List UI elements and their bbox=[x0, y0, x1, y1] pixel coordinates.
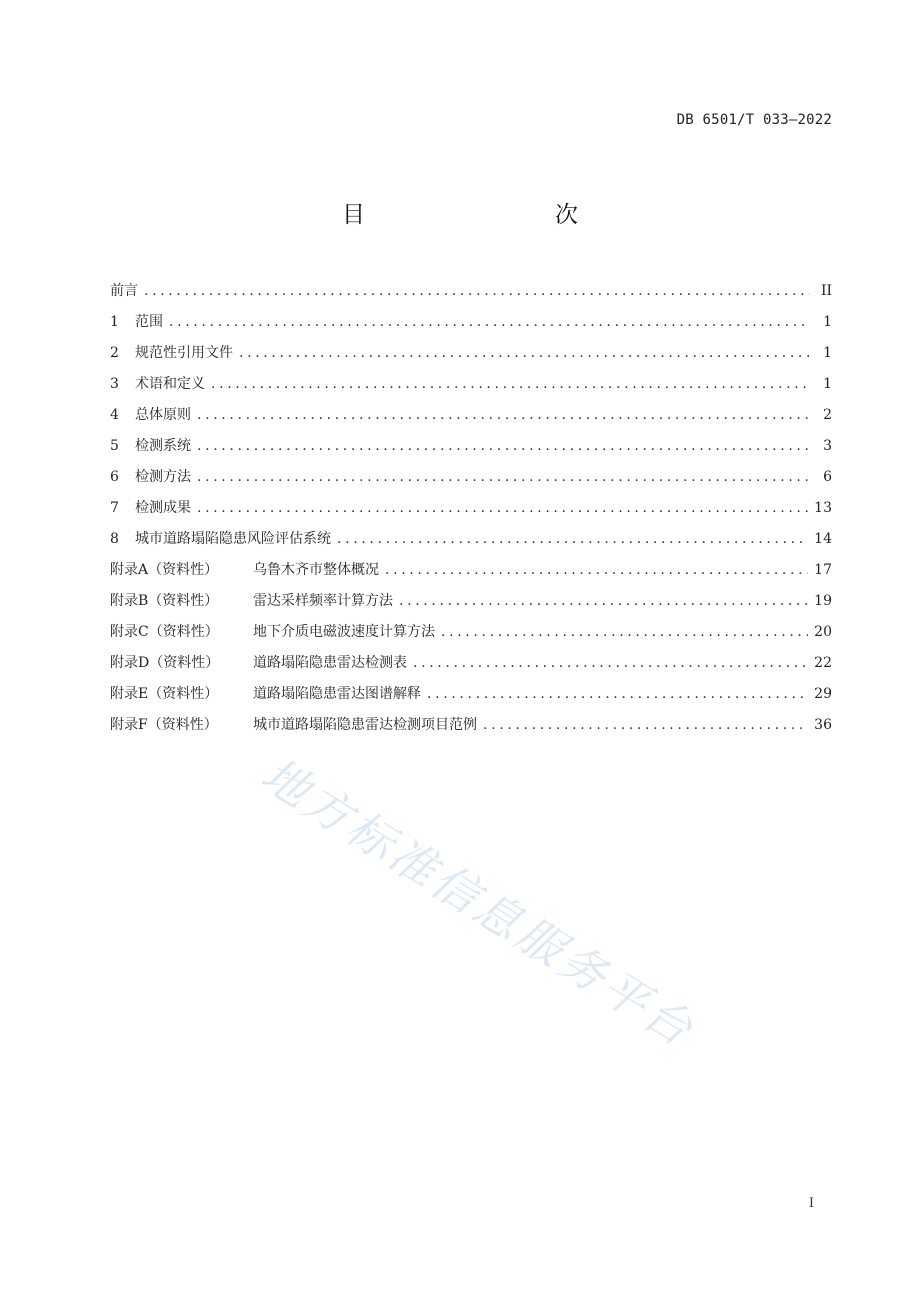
toc-entry-foreword[interactable] bbox=[110, 280, 832, 311]
toc-entry-appendix-prefix: 附录E（资料性） bbox=[110, 686, 219, 702]
toc-entry-appendix[interactable] bbox=[110, 559, 832, 590]
toc-leader-dots bbox=[413, 652, 808, 674]
toc-entry-page: 14 bbox=[814, 531, 832, 547]
toc-entry-page: 1 bbox=[823, 314, 832, 330]
toc-entry-page: 2 bbox=[823, 407, 832, 423]
toc-entry-number: 3 bbox=[110, 376, 119, 392]
toc-entry-label: 规范性引用文件 bbox=[135, 345, 233, 361]
toc-entry-appendix[interactable] bbox=[110, 683, 832, 714]
toc-entry-number: 1 bbox=[110, 314, 119, 330]
toc-entry-label: 地下介质电磁波速度计算方法 bbox=[253, 624, 435, 640]
toc-entry-appendix[interactable] bbox=[110, 652, 832, 683]
toc-entry-page: 36 bbox=[814, 717, 832, 733]
toc-entry-page: 1 bbox=[823, 345, 832, 361]
toc-entry-label: 乌鲁木齐市整体概况 bbox=[253, 562, 379, 578]
toc-entry-chapter[interactable] bbox=[110, 342, 832, 373]
toc-entry-chapter[interactable] bbox=[110, 311, 832, 342]
toc-entry-page: 29 bbox=[814, 686, 832, 702]
toc-leader-dots bbox=[239, 342, 810, 364]
toc-entry-label: 城市道路塌陷隐患雷达检测项目范例 bbox=[253, 717, 477, 733]
toc-entry-label: 总体原则 bbox=[135, 407, 191, 423]
toc-entry-appendix-prefix: 附录A（资料性） bbox=[110, 562, 219, 578]
toc-entry-page: 13 bbox=[814, 500, 832, 516]
toc-entry-appendix-prefix: 附录B（资料性） bbox=[110, 593, 219, 609]
toc-leader-dots bbox=[197, 404, 810, 426]
toc-entry-label: 检测成果 bbox=[135, 500, 191, 516]
toc-entry-page: II bbox=[820, 283, 832, 299]
document-code: DB 6501/T 033—2022 bbox=[676, 112, 832, 128]
toc-leader-dots bbox=[441, 621, 808, 643]
toc-entry-number: 4 bbox=[110, 407, 119, 423]
toc-entry-label: 检测系统 bbox=[135, 438, 191, 454]
toc-entry-page: 6 bbox=[823, 469, 832, 485]
toc-entry-page: 19 bbox=[814, 593, 832, 609]
toc-leader-dots bbox=[399, 590, 808, 612]
page-title: 目 次 bbox=[342, 202, 626, 228]
toc-entry-chapter[interactable] bbox=[110, 528, 832, 559]
toc-leader-dots bbox=[197, 497, 808, 519]
toc-leader-dots bbox=[197, 435, 810, 457]
table-of-contents bbox=[110, 280, 832, 745]
toc-entry-label: 城市道路塌陷隐患风险评估系统 bbox=[135, 531, 331, 547]
toc-entry-page: 17 bbox=[814, 562, 832, 578]
toc-leader-dots bbox=[144, 280, 810, 302]
toc-leader-dots bbox=[197, 466, 810, 488]
toc-leader-dots bbox=[483, 714, 808, 736]
watermark: 地方标准信息服务平台 bbox=[252, 747, 705, 1058]
toc-leader-dots bbox=[211, 373, 810, 395]
toc-entry-label: 前言 bbox=[110, 283, 138, 299]
toc-entry-number: 2 bbox=[110, 345, 119, 361]
toc-leader-dots bbox=[337, 528, 808, 550]
toc-entry-number: 5 bbox=[110, 438, 119, 454]
page-number: I bbox=[808, 1196, 814, 1211]
toc-entry-chapter[interactable] bbox=[110, 435, 832, 466]
toc-entry-page: 1 bbox=[823, 376, 832, 392]
toc-entry-label: 范围 bbox=[135, 314, 163, 330]
toc-entry-chapter[interactable] bbox=[110, 373, 832, 404]
toc-entry-label: 雷达采样频率计算方法 bbox=[253, 593, 393, 609]
toc-entry-chapter[interactable] bbox=[110, 404, 832, 435]
toc-entry-page: 3 bbox=[823, 438, 832, 454]
toc-leader-dots bbox=[169, 311, 810, 333]
toc-entry-appendix[interactable] bbox=[110, 590, 832, 621]
toc-entry-appendix-prefix: 附录C（资料性） bbox=[110, 624, 219, 640]
toc-entry-label: 道路塌陷隐患雷达检测表 bbox=[253, 655, 407, 671]
toc-entry-chapter[interactable] bbox=[110, 466, 832, 497]
toc-leader-dots bbox=[385, 559, 808, 581]
toc-entry-chapter[interactable] bbox=[110, 497, 832, 528]
toc-entry-page: 22 bbox=[814, 655, 832, 671]
toc-entry-page: 20 bbox=[814, 624, 832, 640]
toc-leader-dots bbox=[427, 683, 808, 705]
toc-entry-label: 检测方法 bbox=[135, 469, 191, 485]
toc-entry-label: 道路塌陷隐患雷达图谱解释 bbox=[253, 686, 421, 702]
toc-entry-number: 7 bbox=[110, 500, 119, 516]
toc-entry-label: 术语和定义 bbox=[135, 376, 205, 392]
toc-entry-appendix-prefix: 附录D（资料性） bbox=[110, 655, 220, 671]
toc-entry-number: 6 bbox=[110, 469, 119, 485]
toc-entry-appendix[interactable] bbox=[110, 621, 832, 652]
toc-entry-number: 8 bbox=[110, 531, 119, 547]
toc-entry-appendix[interactable] bbox=[110, 714, 832, 745]
toc-entry-appendix-prefix: 附录F（资料性） bbox=[110, 717, 218, 733]
